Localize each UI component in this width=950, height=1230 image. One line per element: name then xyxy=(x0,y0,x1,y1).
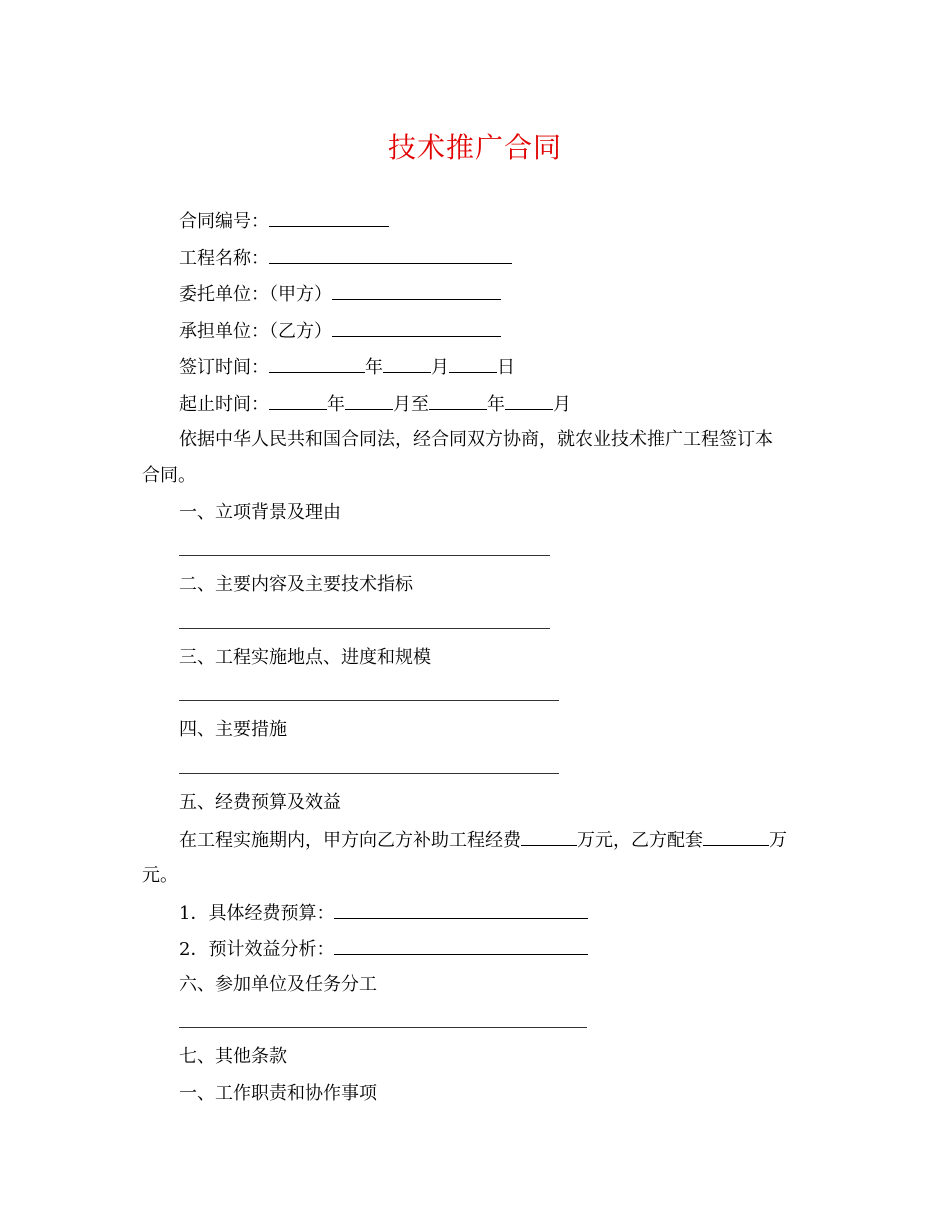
intro-line-2: 合同。 xyxy=(142,465,196,486)
project-name-line xyxy=(179,245,512,272)
period-to: 至 xyxy=(411,394,429,415)
funding-matching-blank[interactable] xyxy=(703,827,769,846)
section-4-blank-line[interactable] xyxy=(179,773,559,774)
funding-text-a: 在工程实施期内，甲方向乙方补助工程经费 xyxy=(179,830,521,851)
end-year-unit: 年 xyxy=(487,394,505,415)
funding-line xyxy=(179,827,787,854)
start-year-unit: 年 xyxy=(327,394,345,415)
start-month-unit: 月 xyxy=(393,394,411,415)
client-label: 委托单位： xyxy=(179,284,269,305)
funding-text-d: 元。 xyxy=(142,865,178,886)
period-line xyxy=(179,391,571,418)
client-party: （甲方） xyxy=(269,284,332,305)
benefit-item-label: 2．预计效益分析： xyxy=(179,939,335,960)
section-5-heading: 五、经费预算及效益 xyxy=(179,792,341,813)
sign-day-unit: 日 xyxy=(497,357,515,378)
funding-text-c: 万 xyxy=(769,830,787,851)
benefit-item-blank[interactable] xyxy=(334,936,588,955)
section-2-heading: 二、主要内容及主要技术指标 xyxy=(179,574,413,595)
budget-item-line xyxy=(179,900,588,927)
end-year-blank[interactable] xyxy=(429,391,487,410)
section-4-heading: 四、主要措施 xyxy=(179,719,287,740)
sign-time-label: 签订时间： xyxy=(179,357,269,378)
contract-no-label: 合同编号： xyxy=(179,211,269,232)
funding-subsidy-blank[interactable] xyxy=(521,827,577,846)
sign-month-blank[interactable] xyxy=(383,354,431,373)
project-name-label: 工程名称： xyxy=(179,248,269,269)
undertaker-blank[interactable] xyxy=(332,318,501,337)
contract-no-blank[interactable] xyxy=(269,208,389,227)
section-6-blank-line[interactable] xyxy=(179,1027,587,1028)
section-6-heading: 六、参加单位及任务分工 xyxy=(179,974,377,995)
budget-item-blank[interactable] xyxy=(334,900,588,919)
start-month-blank[interactable] xyxy=(345,391,393,410)
client-line xyxy=(179,281,501,308)
section-7-heading: 七、其他条款 xyxy=(179,1046,287,1067)
section-3-blank-line[interactable] xyxy=(179,700,559,701)
intro-line-1: 依据中华人民共和国合同法，经合同双方协商，就农业技术推广工程签订本 xyxy=(179,429,773,450)
undertaker-line xyxy=(179,318,501,345)
end-month-blank[interactable] xyxy=(505,391,553,410)
sign-year-unit: 年 xyxy=(365,357,383,378)
funding-text-b: 万元，乙方配套 xyxy=(577,830,703,851)
contract-no-line xyxy=(179,208,389,235)
undertaker-label: 承担单位： xyxy=(179,321,269,342)
undertaker-party: （乙方） xyxy=(269,321,332,342)
benefit-item-line xyxy=(179,936,588,963)
sign-month-unit: 月 xyxy=(431,357,449,378)
sign-time-line xyxy=(179,354,515,381)
section-7-sub-heading: 一、工作职责和协作事项 xyxy=(179,1083,377,1104)
client-blank[interactable] xyxy=(332,281,501,300)
section-1-blank-line[interactable] xyxy=(179,555,550,556)
budget-item-label: 1．具体经费预算： xyxy=(179,903,335,924)
section-2-blank-line[interactable] xyxy=(179,628,550,629)
period-label: 起止时间： xyxy=(179,394,269,415)
end-month-unit: 月 xyxy=(553,394,571,415)
sign-day-blank[interactable] xyxy=(449,354,497,373)
section-1-heading: 一、立项背景及理由 xyxy=(179,502,341,523)
sign-year-blank[interactable] xyxy=(269,354,365,373)
section-3-heading: 三、工程实施地点、进度和规模 xyxy=(179,647,431,668)
start-year-blank[interactable] xyxy=(269,391,327,410)
document-title: 技术推广合同 xyxy=(387,131,562,164)
project-name-blank[interactable] xyxy=(269,245,512,264)
